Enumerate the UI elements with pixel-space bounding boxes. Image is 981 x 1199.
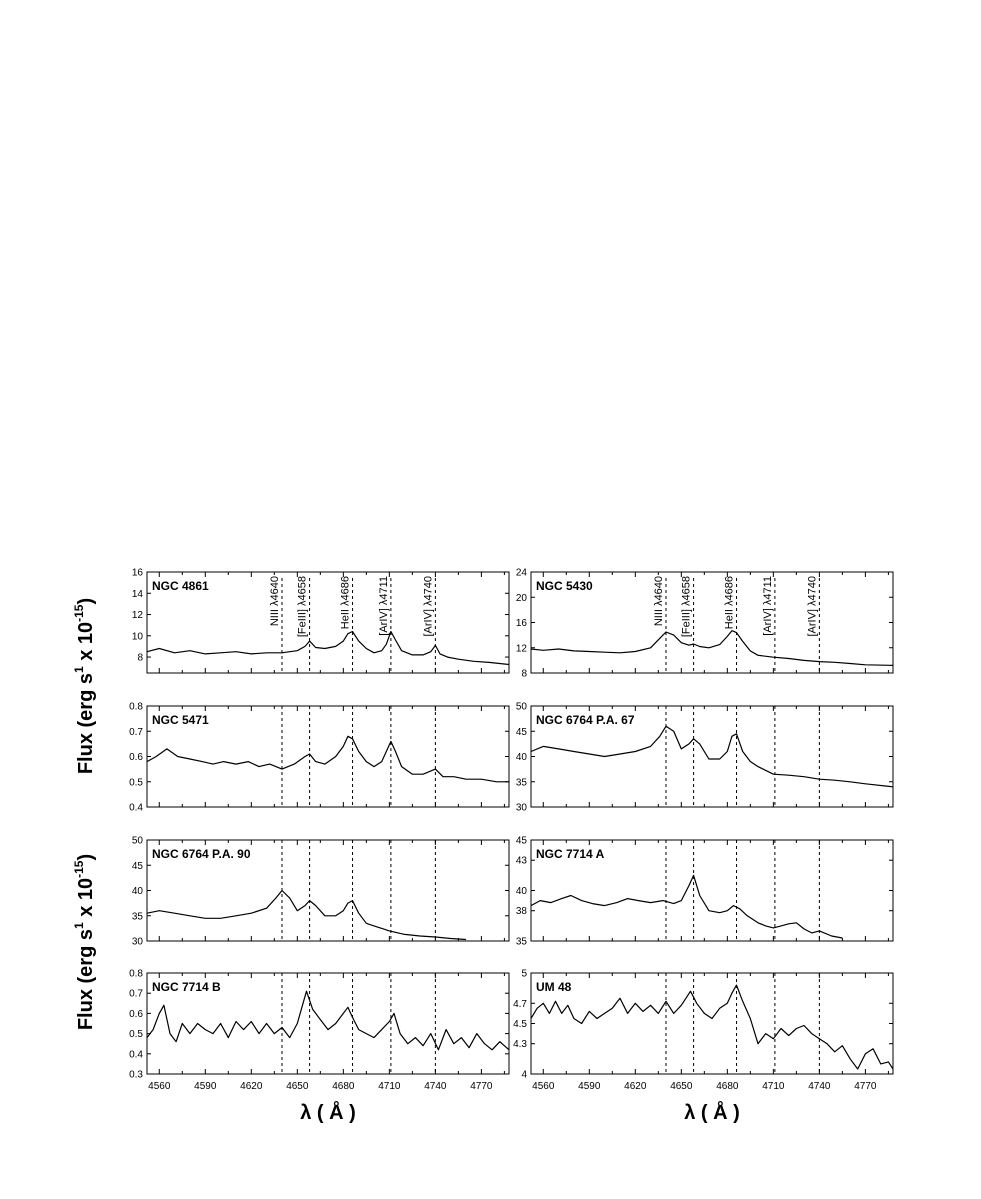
object-name: NGC 7714 B: [152, 980, 221, 994]
emission-line-label: [ArIV] λ4711: [761, 576, 774, 636]
panel: [132, 568, 509, 674]
x-tick-label: 4590: [194, 1081, 217, 1092]
y-tick-label: 38: [515, 906, 527, 918]
y-tick-label: 0.4: [129, 802, 143, 814]
y-tick-label: 10: [131, 631, 143, 643]
y-tick-label: 0.7: [129, 726, 143, 738]
plot-frame: [531, 973, 893, 1074]
x-tick-label: 4560: [532, 1081, 555, 1092]
y-axis-title: Flux (erg $s^1$ x $10^{-15}$): [72, 597, 97, 775]
y-tick-label: 43: [515, 855, 527, 867]
y-tick-label: 30: [131, 936, 143, 948]
y-tick-label: 45: [515, 835, 527, 847]
x-tick-label: 4770: [470, 1081, 493, 1092]
emission-line-label: [ArIV] λ4711: [377, 576, 390, 636]
x-tick-label: 4770: [854, 1081, 877, 1092]
spectrum-line: [531, 875, 842, 938]
object-name: UM 48: [536, 980, 572, 994]
y-tick-label: 45: [515, 726, 527, 738]
emission-line-label: HeII λ4686: [723, 576, 736, 630]
y-tick-label: 12: [131, 610, 143, 622]
y-tick-label: 5: [521, 968, 527, 980]
x-axis-title-right: λ ( Å ): [684, 1102, 740, 1124]
object-name: NGC 6764 P.A. 90: [152, 847, 251, 861]
y-tick-label: 0.5: [129, 777, 143, 789]
x-tick-label: 4620: [240, 1081, 263, 1092]
y-tick-label: 4.5: [513, 1019, 527, 1030]
spectrum-line: [147, 991, 509, 1050]
x-tick-label: 4560: [148, 1081, 171, 1092]
x-axis-title-left: λ ( Å ): [300, 1102, 356, 1124]
y-tick-label: 0.5: [129, 1029, 143, 1041]
spectrum-line: [531, 631, 893, 666]
y-tick-label: 0.4: [129, 1049, 143, 1061]
y-tick-label: 40: [515, 752, 527, 763]
x-tick-label: 4680: [716, 1081, 739, 1092]
x-tick-label: 4650: [286, 1081, 309, 1092]
y-tick-label: 40: [515, 886, 527, 897]
emission-line-label: [FeIII] λ4658: [680, 576, 693, 638]
x-tick-label: 4710: [762, 1081, 785, 1092]
y-tick-label: 0.7: [129, 988, 143, 1000]
y-tick-label: 0.3: [129, 1069, 143, 1081]
panel: [129, 969, 509, 1093]
spectrum-line: [531, 985, 893, 1069]
spectra-panels: [129, 568, 893, 1093]
y-tick-label: 45: [131, 860, 143, 872]
y-tick-label: 8: [521, 668, 527, 680]
emission-line-label: [ArIV] λ4740: [806, 576, 819, 637]
y-tick-label: 0.8: [129, 701, 143, 713]
x-tick-label: 4620: [624, 1081, 647, 1092]
y-axis-title-bottom: Flux (erg $s^1$ x $10^{-15}$): [72, 853, 97, 1031]
object-name: NGC 6764 P.A. 67: [536, 713, 635, 727]
y-axis-title-bottom-group: [72, 854, 97, 1030]
panel: [132, 836, 509, 948]
y-tick-label: 30: [515, 802, 527, 814]
y-tick-label: 4.7: [513, 998, 527, 1010]
y-tick-label: 24: [515, 567, 527, 579]
x-tick-label: 4710: [378, 1081, 401, 1092]
y-tick-label: 8: [137, 652, 143, 664]
y-tick-label: 40: [131, 886, 143, 897]
x-tick-label: 4650: [670, 1081, 693, 1092]
y-tick-label: 4: [521, 1069, 527, 1081]
y-tick-label: 16: [515, 618, 527, 629]
y-tick-label: 4.3: [513, 1039, 527, 1051]
emission-line-label: NIII λ4640: [653, 576, 665, 627]
panel: [516, 568, 893, 680]
y-tick-label: 50: [515, 701, 527, 713]
y-tick-label: 0.6: [129, 1008, 143, 1020]
emission-line-label: [FeIII] λ4658: [296, 576, 309, 638]
y-tick-label: 0.8: [129, 968, 143, 980]
panel: [516, 836, 893, 948]
emission-line-label: [ArIV] λ4740: [422, 576, 435, 637]
spectrum-line: [147, 891, 466, 940]
y-tick-label: 35: [131, 911, 143, 923]
object-name: NGC 5430: [536, 579, 593, 593]
object-name: NGC 4861: [152, 579, 209, 593]
x-tick-label: 4740: [808, 1081, 831, 1092]
y-tick-label: 35: [515, 936, 527, 948]
x-tick-label: 4590: [578, 1081, 601, 1092]
x-tick-label: 4740: [424, 1081, 447, 1092]
object-name: NGC 5471: [152, 713, 209, 727]
spectrum-line: [147, 736, 509, 782]
object-name: NGC 7714 A: [536, 847, 605, 861]
emission-line-label: NIII λ4640: [269, 576, 281, 627]
y-tick-label: 50: [131, 835, 143, 847]
panel: [516, 702, 893, 814]
spectrum-line: [147, 632, 509, 665]
emission-line-label: HeII λ4686: [339, 576, 352, 630]
panel: [129, 702, 509, 814]
y-tick-label: 35: [515, 777, 527, 789]
y-tick-label: 0.6: [129, 752, 143, 763]
y-tick-label: 14: [131, 588, 143, 600]
x-tick-label: 4680: [332, 1081, 355, 1092]
panel: [513, 969, 893, 1093]
y-tick-label: 16: [131, 567, 143, 579]
spectrum-line: [531, 726, 893, 787]
y-tick-label: 20: [515, 592, 527, 604]
y-axis-title-top: [72, 598, 97, 774]
y-tick-label: 12: [515, 643, 527, 655]
